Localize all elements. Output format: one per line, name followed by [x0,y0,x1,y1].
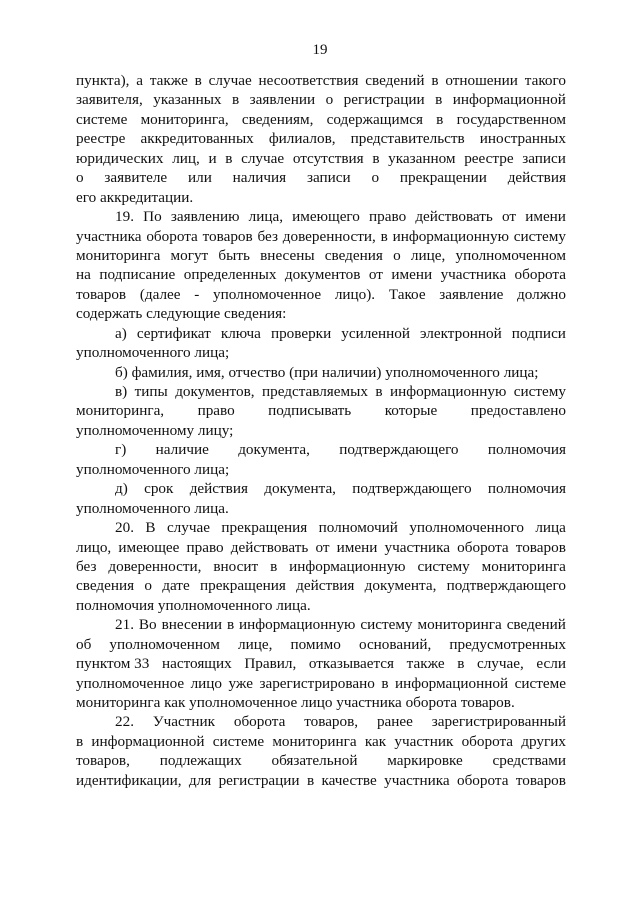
text-word: случае, [476,655,524,673]
text-word: типы [134,383,168,400]
text-word: средствами [492,752,566,770]
text-line [76,188,566,207]
text-word: По [143,208,162,226]
text-word: представляемых [261,383,368,400]
text-word: - [194,285,200,303]
text-word: прекращении [399,169,487,187]
text-word: г) [115,441,127,459]
text-word: в [270,557,278,575]
text-line [76,265,566,284]
text-word: от [368,266,383,284]
text-word: участника [76,227,142,245]
text-word: случае [208,72,252,89]
text-word: информационную [289,557,406,575]
text-word: отношении [445,72,518,89]
text-word: участника [384,538,451,556]
text-word: мониторинга [272,732,357,750]
text-word: заявлении [249,91,316,109]
text-word: оборота [461,732,514,750]
text-line [76,149,566,168]
text-word: от [315,538,330,556]
text-word: Правил, [244,655,297,673]
text-line [76,460,566,479]
text-word: оборота [514,266,566,284]
text-word: информационной [394,674,509,692]
text-word: государственном [456,110,566,128]
text-word: д) [115,480,128,498]
text-word: регистрации [343,91,425,109]
text-word: в [372,149,380,167]
text-line [76,576,566,595]
text-word: о [393,246,401,264]
text-word: Во [138,616,157,634]
text-line [76,304,566,323]
text-word: заявление [439,285,504,303]
text-word: имени [391,266,433,284]
text-line [76,732,566,751]
text-word: уполномоченному лицу; [76,421,234,439]
text-word: в [194,72,202,89]
text-word: филиалов, [268,130,336,148]
text-word: маркировке [387,752,463,770]
text-word: электронной [420,324,502,342]
text-word: его аккредитации. [76,188,194,206]
text-word: в [232,91,240,109]
text-word: реестре [464,149,514,167]
text-line [76,635,566,654]
text-line [76,110,566,129]
text-word: системе [514,674,566,692]
text-line [76,207,566,226]
text-word: доверенности, [282,227,376,245]
text-word: отказывается [308,655,395,673]
text-word: об [76,635,92,653]
text-word: также [406,655,445,673]
text-word: лице, [410,246,446,264]
text-word: 19. [115,208,134,226]
text-word: систему [513,227,566,245]
text-word: зарегистрированный [431,713,566,731]
text-line [76,596,566,615]
text-word: уполномоченном [109,635,220,653]
text-word: уполномоченного лица. [76,499,229,517]
text-word: в [436,110,444,128]
text-word: товаров [515,538,566,556]
text-word: лиц, [172,149,200,167]
text-line [76,557,566,576]
text-line [76,168,566,187]
text-word: оборота [146,227,198,245]
text-word: пунктом 33 [76,655,150,673]
text-line [76,227,566,246]
text-word: действия [507,169,566,187]
text-word: указанных [153,91,222,109]
text-word: как [364,732,387,750]
text-word: могут [170,246,209,264]
text-word: подтверждающего [339,441,459,459]
text-word: сведений [506,616,566,634]
text-word: Участник [152,713,215,731]
text-word: на [76,266,91,284]
text-word: о [76,169,84,187]
text-word: товаров, [76,752,130,770]
text-word: также [149,72,188,89]
text-word: право [197,402,235,420]
text-word: действия [296,577,355,595]
text-word: внесены [260,246,315,264]
text-word: реестре [76,130,126,148]
text-word: срок [144,480,174,498]
text-word: в [380,227,388,245]
text-word: в [431,72,439,89]
text-word: сертификат [136,324,211,342]
text-word: настоящих [161,655,232,673]
text-word: документа, [364,577,437,595]
text-word: уполномоченное [213,285,322,303]
text-line [76,693,566,712]
text-word: участника [384,771,450,789]
text-word: должно [517,285,566,303]
text-word: лицо [190,674,223,692]
text-word: других [521,732,566,750]
text-word: сведений [365,72,425,89]
text-word: от [502,208,517,226]
text-word: право [369,208,407,226]
text-word: внесении [161,616,223,634]
text-word: информационную [389,383,507,400]
text-word: помимо [290,635,341,653]
text-word: и [208,149,217,167]
text-word: ключа [220,324,261,342]
text-word: случае [166,519,210,537]
text-word: оборота [233,713,286,731]
text-line [76,363,566,382]
text-word: случае [241,149,285,167]
text-line [76,401,566,420]
text-line [76,518,566,537]
text-word: представительств [350,130,465,148]
text-word: систему [417,557,470,575]
text-word: сведения [324,246,383,264]
text-word: сведения [76,577,135,595]
text-word: наличие [155,441,209,459]
text-word: прекращения [199,577,286,595]
text-word: ранее [376,713,413,731]
text-line [76,615,566,634]
text-word: уполномоченного лица; [76,344,230,362]
page-number: 19 [312,42,328,58]
text-word: в [375,383,383,400]
text-word: в [435,91,443,109]
text-line [76,538,566,557]
text-word: мониторинга, [76,402,165,420]
text-word: участник [394,732,454,750]
text-word: заявителе [104,169,168,187]
text-word: в [457,655,465,673]
text-line [76,421,566,440]
text-line [76,479,566,498]
text-word: записи [522,149,566,167]
text-word: а [136,72,144,89]
text-word: юридических [76,149,164,167]
text-word: такого [524,72,566,89]
text-word: уполномоченного [409,519,524,537]
text-word: документов [284,266,361,284]
text-word: о [144,577,152,595]
text-word: отсутствия [292,149,364,167]
text-word: которые [384,402,438,420]
text-word: проверки [270,324,332,342]
text-word: подписывать [268,402,352,420]
text-word: подписание [99,266,176,284]
text-word: мониторинга как уполномоченное лицо участника оборота товаров. [76,694,515,711]
text-word: в [225,149,233,167]
text-word: системе [76,110,128,128]
text-word: Такое [388,285,426,303]
text-word: в [381,674,389,692]
text-word: предусмотренных [449,635,566,653]
text-word: в [226,616,235,634]
text-word: в [76,732,84,750]
text-word: заявителя, [76,91,143,109]
text-word: если [536,655,566,673]
text-word: лица, [248,208,284,226]
text-word: предоставлено [470,402,566,420]
text-word: вносит [213,557,259,575]
text-word: несоответствия [258,72,359,89]
text-word: мониторинга [76,246,161,264]
text-word: а) [115,324,127,342]
text-word: определенных [183,266,277,284]
document-body-text [76,71,566,790]
text-word: действовать [230,538,309,556]
text-word: товаров [515,771,566,789]
text-word: усиленной [341,324,410,342]
text-word: доверенности, [108,557,202,575]
text-line [76,285,566,304]
text-word: полномочия уполномоченного лица. [76,596,311,614]
text-word: подлежащих [159,752,242,770]
text-word: полномочия [487,441,566,459]
text-word: б) фамилия, имя, отчество (при наличии) уполномоченного лица; [115,363,539,381]
text-word: товаров [76,285,127,303]
text-word: В [145,519,156,537]
text-line [76,71,566,90]
text-word: сведениям, [241,110,314,128]
text-word: систему [360,616,413,634]
text-word: быть [218,246,250,264]
text-word: уполномоченное [76,674,185,692]
text-line [76,382,566,401]
text-word: подтверждающего [446,577,566,595]
text-word: товаров, [304,713,359,731]
text-line [76,712,566,731]
text-word: действовать [415,208,493,226]
text-word: в) [115,383,128,400]
text-word: для [188,771,212,789]
text-word: лицо, [76,538,112,556]
text-word: записи [306,169,351,187]
text-word: 22. [115,713,134,731]
text-word: право [186,538,224,556]
text-word: заявлению [170,208,240,226]
text-line [76,499,566,518]
text-word: оборота [457,538,509,556]
text-word: 21. [115,616,134,634]
text-word: в [306,771,315,789]
text-word: информационной [452,91,566,109]
text-word: содержать следующие сведения: [76,305,287,323]
text-word: обязательной [271,752,358,770]
text-word: участника [440,266,507,284]
text-word: подписи [511,324,566,342]
text-word: информационную [392,227,509,245]
text-word: пункта), [76,72,130,89]
text-word: мониторинга, [140,110,229,128]
text-line [76,129,566,148]
text-word: мониторинга [481,557,566,575]
text-word: качестве [321,771,377,789]
text-word: полномочий [318,519,398,537]
text-word: информационную [239,616,356,634]
text-word: регистрации [218,771,300,789]
text-word: без [257,227,278,245]
text-line [76,440,566,459]
text-word: о [325,91,334,109]
text-word: зарегистрировано [259,674,375,692]
text-word: имени [525,208,566,226]
text-line [76,90,566,109]
text-word: товаров [202,227,253,245]
text-line [76,343,566,362]
text-word: прекращения [221,519,308,537]
text-word: содержащимся [326,110,423,128]
text-line [76,654,566,673]
text-word: мониторинга [417,616,502,634]
text-word: идентификации, [76,771,182,789]
text-word: имени [336,538,378,556]
text-line [76,246,566,265]
text-word: полномочия [487,480,566,498]
text-word: о [371,169,380,187]
text-word: документов, [175,383,255,400]
text-word: документа, [238,441,310,459]
text-line [76,674,566,693]
text-word: информационной [91,732,205,750]
text-word: уже [228,674,253,692]
text-word: 20. [115,519,134,537]
text-line [76,751,566,770]
text-word: лице, [238,635,273,653]
text-line [76,324,566,343]
text-word: оснований, [358,635,432,653]
text-word: лицо). [334,285,376,303]
text-word: без [76,557,97,575]
text-word: имеющего [292,208,360,226]
text-word: имеющее [118,538,180,556]
text-word: уполномоченном [455,246,566,264]
text-word: лица [535,519,566,537]
text-word: иностранных [479,130,566,148]
text-word: аккредитованных [140,130,254,148]
text-word: оборота [456,771,509,789]
text-word: или [187,169,212,187]
text-word: систему [513,383,566,400]
text-word: действия [189,480,248,498]
text-word: системе [212,732,265,750]
text-line [76,771,566,790]
text-word: уполномоченного лица; [76,460,230,478]
text-word: подтверждающего [352,480,472,498]
text-word: дате [162,577,190,595]
text-word: (далее [139,285,181,303]
text-word: документа, [264,480,336,498]
text-word: наличия [232,169,287,187]
text-word: указанном [388,149,456,167]
